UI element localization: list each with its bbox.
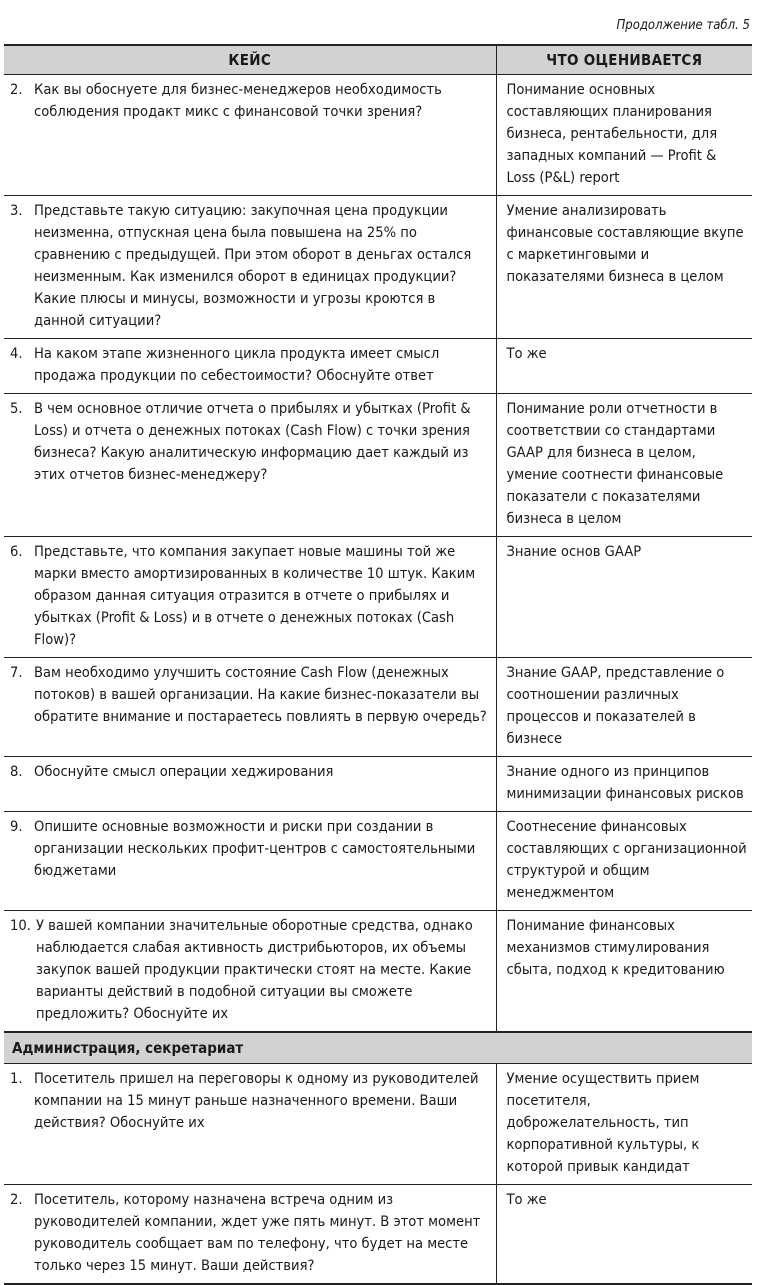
table-row xyxy=(4,1064,752,1185)
table-row xyxy=(4,75,752,196)
row-number: 2. xyxy=(10,1191,23,1208)
case-question: Как вы обоснуете для бизнес-менеджеров необходимость соблюдения продакт микс с финансовой точки зрения? xyxy=(34,81,442,120)
row-number: 1. xyxy=(10,1070,23,1087)
evaluated-cell: Понимание основных составляющих планирования бизнеса, рентабельности, для западных компаний — Profit & Loss (P&L) report xyxy=(496,75,752,196)
row-number: 3. xyxy=(10,202,23,219)
table-caption: Продолжение табл. 5 xyxy=(616,18,750,33)
header-case: КЕЙС xyxy=(4,45,496,75)
case-question: У вашей компании значительные оборотные средства, однако наблюдается слабая активность дистрибьюторов, их объемы закупок вашей продукции практически стоят на месте. Какие варианты действий в подобной ситуации вы сможете предложить? Обоснуйте их xyxy=(36,917,473,1022)
case-cell xyxy=(4,1064,496,1185)
row-number: 8. xyxy=(10,763,23,780)
row-number: 4. xyxy=(10,345,23,362)
row-number: 9. xyxy=(10,818,23,835)
case-cell xyxy=(4,757,496,812)
evaluated-cell: Знание основ GAAP xyxy=(496,537,752,658)
row-number: 6. xyxy=(10,543,23,560)
case-question: Представьте, что компания закупает новые машины той же марки вместо амортизированных в количестве 10 штук. Каким образом данная ситуация отразится в отчете о прибылях и убытках (Profit & Loss) и в отчете о денежных потоках (Cash Flow)? xyxy=(34,543,476,648)
evaluated-cell: То же xyxy=(496,1185,752,1285)
case-cell xyxy=(4,339,496,394)
case-cell xyxy=(4,658,496,757)
section-row xyxy=(4,1032,752,1064)
case-question: Посетитель, которому назначена встреча одним из руководителей компании, ждет уже пять минут. В этот момент руководитель сообщает вам по телефону, что будет на месте только через 15 минут. Ваши действия? xyxy=(34,1191,481,1274)
case-cell xyxy=(4,911,496,1033)
evaluated-cell: Знание одного из принципов минимизации финансовых рисков xyxy=(496,757,752,812)
table-row xyxy=(4,812,752,911)
case-question: На каком этапе жизненного цикла продукта имеет смысл продажа продукции по себестоимости? Обоснуйте ответ xyxy=(34,345,440,384)
row-number: 10. xyxy=(10,917,31,934)
row-number: 7. xyxy=(10,664,23,681)
evaluated-cell: Понимание роли отчетности в соответствии со стандартами GAAP для бизнеса в целом, умение соотнести финансовые показатели с показателями бизнеса в целом xyxy=(496,394,752,537)
table-row xyxy=(4,196,752,339)
case-question: Представьте такую ситуацию: закупочная цена продукции неизменна, отпускная цена была повышена на 25% по сравнению с предыдущей. При этом оборот в деньгах остался неизменным. Как изменился оборот в единицах продукции? Какие плюсы и минусы, возможности и угрозы кроются в данной ситуации? xyxy=(34,202,472,329)
evaluated-cell: Понимание финансовых механизмов стимулирования сбыта, подход к кредитованию xyxy=(496,911,752,1033)
evaluated-cell: Умение осуществить прием посетителя, доброжелательность, тип корпоративной культуры, к которой привык кандидат xyxy=(496,1064,752,1185)
case-question: В чем основное отличие отчета о прибылях и убытках (Profit & Loss) и отчета о денежных потоках (Cash Flow) с точки зрения бизнеса? Какую аналитическую информацию дает каждый из этих отчетов бизнес-менеджеру? xyxy=(34,400,471,483)
case-question: Обоснуйте смысл операции хеджирования xyxy=(34,763,334,780)
header-row xyxy=(4,45,752,75)
table-row xyxy=(4,757,752,812)
case-cell xyxy=(4,812,496,911)
evaluated-cell: То же xyxy=(496,339,752,394)
case-cell xyxy=(4,75,496,196)
table-row xyxy=(4,1185,752,1285)
case-cell xyxy=(4,1185,496,1285)
header-evaluated: ЧТО ОЦЕНИВАЕТСЯ xyxy=(496,45,752,75)
evaluated-cell: Соотнесение финансовых составляющих с организационной структурой и общим менеджментом xyxy=(496,812,752,911)
evaluated-cell: Умение анализировать финансовые составляющие вкупе с маркетинговыми и показателями бизнеса в целом xyxy=(496,196,752,339)
table-row xyxy=(4,339,752,394)
row-number: 2. xyxy=(10,81,23,98)
case-question: Вам необходимо улучшить состояние Cash Flow (денежных потоков) в вашей организации. На какие бизнес-показатели вы обратите внимание и постараетесь повлиять в первую очередь? xyxy=(34,664,487,725)
case-cell xyxy=(4,537,496,658)
table-row xyxy=(4,537,752,658)
case-cell xyxy=(4,394,496,537)
case-cell xyxy=(4,196,496,339)
section-title: Администрация, секретариат xyxy=(4,1032,752,1064)
table-row xyxy=(4,911,752,1033)
table-row xyxy=(4,658,752,757)
evaluated-cell: Знание GAAP, представление о соотношении различных процессов и показателей в бизнесе xyxy=(496,658,752,757)
case-question: Посетитель пришел на переговоры к одному из руководителей компании на 15 минут раньше назначенного времени. Ваши действия? Обоснуйте их xyxy=(34,1070,479,1131)
table-row xyxy=(4,394,752,537)
case-question: Опишите основные возможности и риски при создании в организации нескольких профит-центров с самостоятельными бюджетами xyxy=(34,818,476,879)
cases-table xyxy=(4,44,752,1285)
row-number: 5. xyxy=(10,400,23,417)
